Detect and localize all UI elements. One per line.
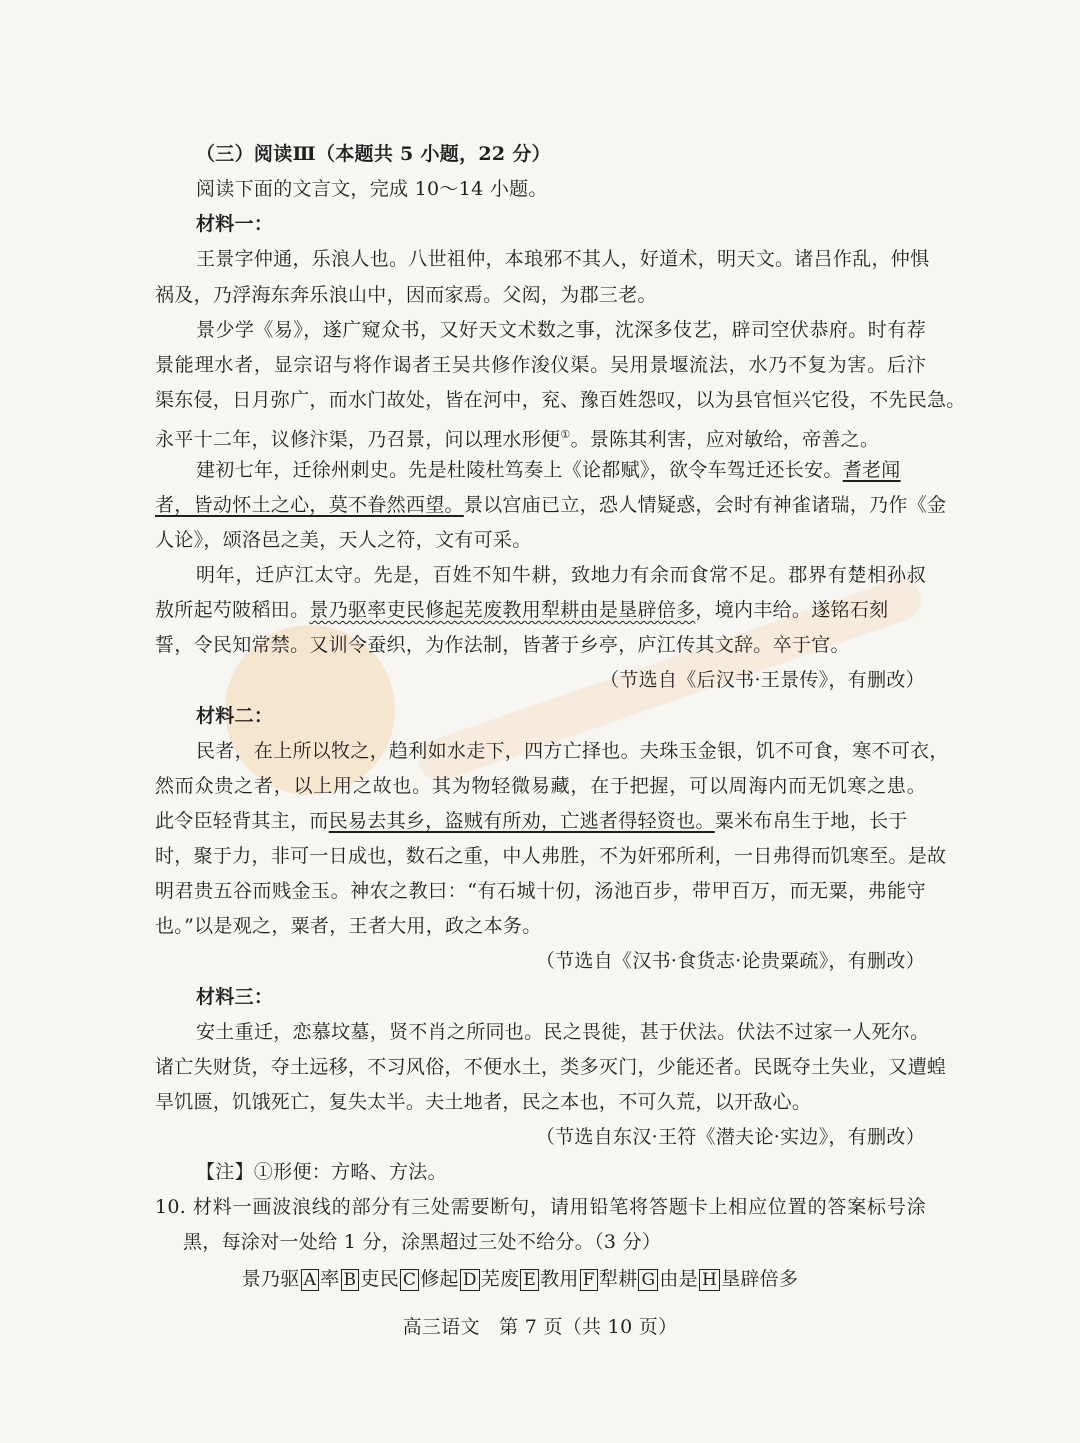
segment-6: 犁耕 <box>598 1268 638 1290</box>
option-box-a[interactable]: A <box>301 1269 320 1291</box>
footnote: 【注】①形便：方略、方法。 <box>196 1161 447 1183</box>
material2-line4: 时，聚于力，非可一日成也，数石之重，中人弗胜，不为奸邪所利，一日弗得而饥寒至。是故 <box>155 845 947 867</box>
option-box-f[interactable]: F <box>580 1269 598 1291</box>
segment-7: 由是 <box>659 1268 698 1290</box>
wavy-underlined-passage: 景乃驱率吏民修起芜废教用犁耕由是垦辟倍多 <box>309 599 696 621</box>
option-box-g[interactable]: G <box>638 1269 658 1291</box>
segment-2: 吏民 <box>360 1268 399 1290</box>
answer-option-row <box>0 1265 1040 1293</box>
option-box-e[interactable]: E <box>520 1269 539 1291</box>
segment-1: 率 <box>320 1268 340 1290</box>
segment-3: 修起 <box>420 1268 459 1290</box>
underlined-sentence-1a: 耆老闻 <box>842 459 901 481</box>
material1-p1-line2: 祸及，乃浮海东奔乐浪山中，因而家焉。父闳，为郡三老。 <box>155 284 657 306</box>
material2-line3-pre: 此令臣轻背其主，而 <box>155 810 329 832</box>
material1-p2-line4-tail: 。景陈其利害，应对敏给，帝善之。 <box>570 428 880 451</box>
option-box-h[interactable]: H <box>699 1269 720 1291</box>
segment-5: 教用 <box>540 1268 579 1290</box>
material2-line5: 明君贵五谷而贱金玉。神农之教曰：“有石城十仞，汤池百步，带甲百万，而无粟，弗能守 <box>155 880 926 902</box>
material1-p2-line2: 景能理水者，显宗诏与将作谒者王吴共修作浚仪渠。吴用景堰流法，水乃不复为害。后汴 <box>155 354 926 376</box>
material1-p2-line4-text: 永平十二年，议修汴渠，乃召景，问以理水形便 <box>155 428 561 451</box>
material2-line1: 民者，在上所以牧之，趋利如水走下，四方亡择也。夫珠玉金银，饥不可食，寒不可衣， <box>196 740 949 762</box>
material3-source: （节选自东汉·王符《潜夫论·实边》，有删改） <box>535 1126 925 1148</box>
material2-line6: 也。”以是观之，粟者，王者大用，政之本务。 <box>155 915 542 937</box>
material1-p3-line1-text: 建初七年，迁徐州刺史。先是杜陵杜笃奏上《论都赋》，欲令车驾迁还长安。 <box>196 459 843 481</box>
material2-line3-post: 粟米布帛生于地，长于 <box>714 810 908 832</box>
material1-label: 材料一： <box>196 213 274 235</box>
segment-4: 芜废 <box>480 1268 520 1290</box>
material3-line3: 旱饥匮，饥饿死亡，复失太半。夫土地者，民之本也，不可久荒，以开敌心。 <box>155 1091 812 1113</box>
material1-p3-line3: 人论》，颂洛邑之美，天人之符，文有可采。 <box>155 529 532 551</box>
material2-source: （节选自《汉书·食货志·论贵粟疏》，有删改） <box>535 950 925 972</box>
material3-label: 材料三： <box>196 986 274 1008</box>
option-box-d[interactable]: D <box>460 1269 480 1291</box>
material1-p3-line2 <box>155 491 946 519</box>
option-box-b[interactable]: B <box>341 1269 360 1291</box>
material1-p4-line2 <box>155 596 888 624</box>
section-heading: （三）阅读Ⅲ（本题共 5 小题，22 分） <box>196 143 551 165</box>
material1-p1-line1: 王景字仲通，乐浪人也。八世祖仲，本琅邪不其人，好道术，明天文。诸吕作乱，仲惧 <box>196 248 930 270</box>
question10-line2: 黑，每涂对一处给 1 分，涂黑超过三处不给分。（3 分） <box>183 1231 662 1253</box>
page-footer: 高三语文 第 7 页（共 10 页） <box>402 1316 678 1338</box>
underlined-sentence-2: 民易去其乡，盗贼有所劝，亡逃者得轻资也。 <box>328 810 715 832</box>
underlined-sentence-1b: 者，皆动怀土之心，莫不眷然西望。 <box>155 494 464 516</box>
material1-p4-line2-post: ，境内丰给。遂铭石刻 <box>695 599 889 621</box>
segment-8: 垦辟倍多 <box>721 1268 799 1290</box>
question10-line1: 10. 材料一画波浪线的部分有三处需要断句，请用铅笔将答题卡上相应位置的答案标号涂 <box>155 1196 926 1218</box>
material1-p2-line3: 渠东侵，日月弥广，而水门故处，皆在河中，兖、豫百姓怨叹，以为县官恒兴它役，不先民急。 <box>155 389 966 411</box>
material1-p3-line2-text: 景以宫庙已立，恐人情疑惑，会时有神雀诸瑞，乃作《金 <box>463 494 947 516</box>
material2-label: 材料二： <box>196 705 274 727</box>
material3-line1: 安土重迁，恋慕坟墓，贤不肖之所同也。民之畏徙，甚于伏法。伏法不过家一人死尔。 <box>196 1021 930 1043</box>
material3-line2: 诸亡失财货，夺土远移，不习风俗，不便水土，类多灭门，少能还者。民既夺土失业，又遭蝗 <box>155 1056 947 1078</box>
material1-p2-line4 <box>155 421 879 453</box>
material2-line2: 然而众贵之者，以上用之故也。其为物轻微易藏，在于把握，可以周海内而无饥寒之患。 <box>155 775 926 797</box>
material1-p3-line1 <box>196 456 901 484</box>
segment-0: 景乃驱 <box>241 1268 300 1290</box>
material2-line3 <box>155 807 908 835</box>
section-instruction: 阅读下面的文言文，完成 10～14 小题。 <box>196 178 548 200</box>
material1-source: （节选自《后汉书·王景传》，有删改） <box>600 669 925 691</box>
material1-p4-line3: 誓，令民知常禁。又训令蚕织，为作法制，皆著于乡亭，庐江传其文辞。卒于官。 <box>155 634 850 656</box>
material1-p4-line1: 明年，迁庐江太守。先是，百姓不知牛耕，致地力有余而食常不足。郡界有楚相孙叔 <box>196 564 926 586</box>
material1-p4-line2-pre: 敖所起芍陂稻田。 <box>155 599 310 621</box>
footnote-mark: ① <box>560 428 571 441</box>
material1-p2-line1: 景少学《易》，遂广窥众书，又好天文术数之事，沈深多伎艺，辟司空伏恭府。时有荐 <box>196 319 926 341</box>
option-box-c[interactable]: C <box>400 1269 419 1291</box>
